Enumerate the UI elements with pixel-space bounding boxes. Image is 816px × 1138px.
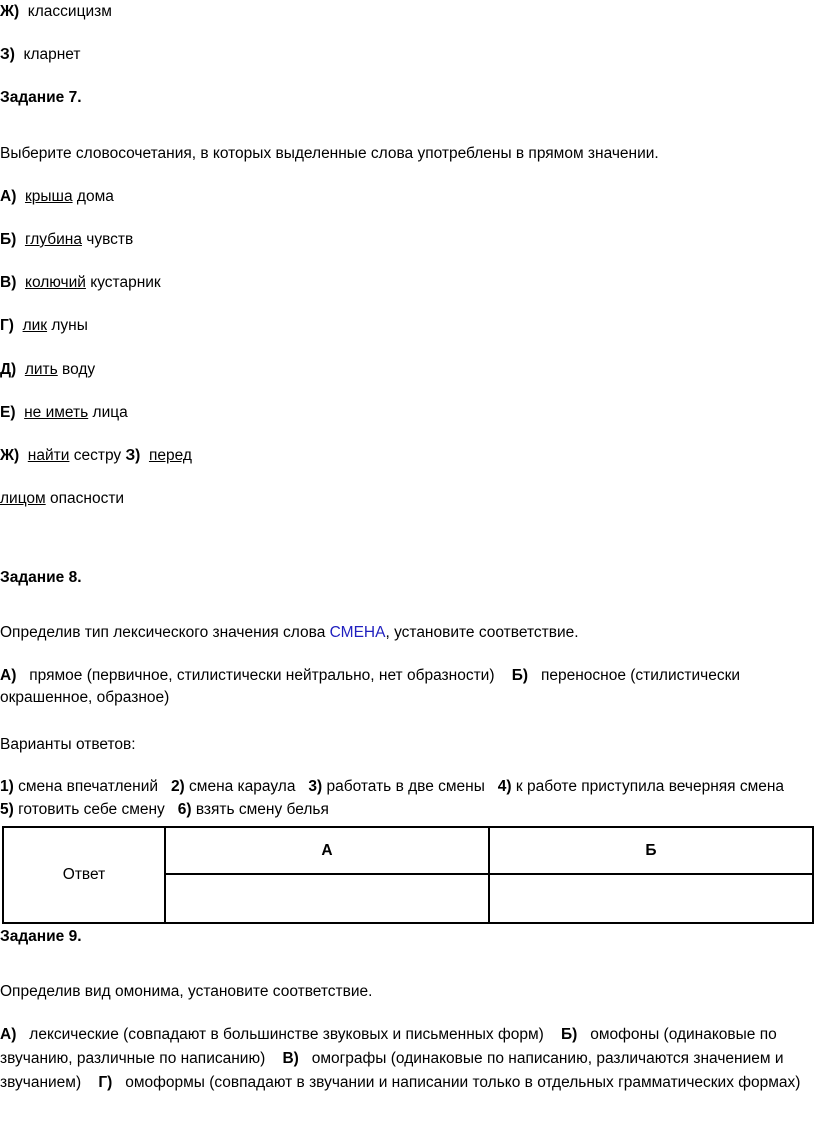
highlighted-word: перед	[148, 447, 192, 464]
task7-option: Е) не иметь лица	[0, 404, 128, 421]
highlighted-word: найти	[27, 447, 70, 464]
task7-option: лицом опасности	[0, 490, 125, 507]
item-text: кларнет	[23, 46, 81, 63]
item-marker: З)	[0, 46, 15, 63]
keyword: СМЕНА	[329, 624, 386, 641]
column-header-a: А	[165, 827, 489, 874]
task7-option: В) колючий кустарник	[0, 274, 161, 291]
list-item	[0, 44, 81, 66]
task9-items: А) лексические (совпадают в большинстве звуковых и письменных форм) Б) омофоны (одинаковые по звучанию, различные по написанию) В) омографы (одинаковые по написанию, различаются значением и звучанием) Г) омоформы (совпадают в звучании и написании только в отдельных грамматических формах)	[0, 1026, 801, 1091]
column-header-b: Б	[489, 827, 813, 874]
highlighted-word: не иметь	[24, 404, 89, 421]
answer-cell-b[interactable]	[489, 874, 813, 923]
highlighted-word: крыша	[24, 188, 73, 205]
task7-instruction: Выберите словосочетания, в которых выделенные слова употреблены в прямом значении.	[0, 145, 659, 162]
task7-option: Б) глубина чувств	[0, 231, 134, 248]
answer-table	[2, 826, 814, 924]
variants-line: 1) смена впечатлений 2) смена караула 3) работать в две смены 4) к работе приступила вечерняя смена	[0, 778, 785, 795]
highlighted-word: лицом	[0, 490, 46, 507]
answer-row-label: Ответ	[3, 827, 165, 923]
list-item	[0, 1, 112, 23]
task9-title: Задание 9.	[0, 928, 82, 945]
task7-option: Д) лить воду	[0, 361, 96, 378]
highlighted-word: колючий	[24, 274, 86, 291]
variants-label: Варианты ответов:	[0, 736, 136, 753]
item-marker: Ж)	[0, 3, 20, 20]
task8-instruction: Определив тип лексического значения слова СМЕНА, установите соответствие.	[0, 624, 579, 641]
task7-title: Задание 7.	[0, 89, 82, 106]
highlighted-word: лик	[22, 317, 48, 334]
task7-option: А) крыша дома	[0, 188, 114, 205]
item-text: классицизм	[27, 3, 112, 20]
highlighted-word: лить	[24, 361, 58, 378]
highlighted-word: глубина	[24, 231, 82, 248]
task8-title: Задание 8.	[0, 569, 82, 586]
task8-options: А) прямое (первичное, стилистически нейтрально, нет образности) Б) переносное (стилистически окрашенное, образное)	[0, 667, 741, 706]
variants-line: 5) готовить себе смену 6) взять смену белья	[0, 801, 329, 818]
task9-instruction: Определив вид омонима, установите соответствие.	[0, 983, 373, 1000]
answer-cell-a[interactable]	[165, 874, 489, 923]
task7-option: Г) лик луны	[0, 317, 88, 334]
task7-option: Ж) найти сестру З) перед	[0, 447, 192, 464]
